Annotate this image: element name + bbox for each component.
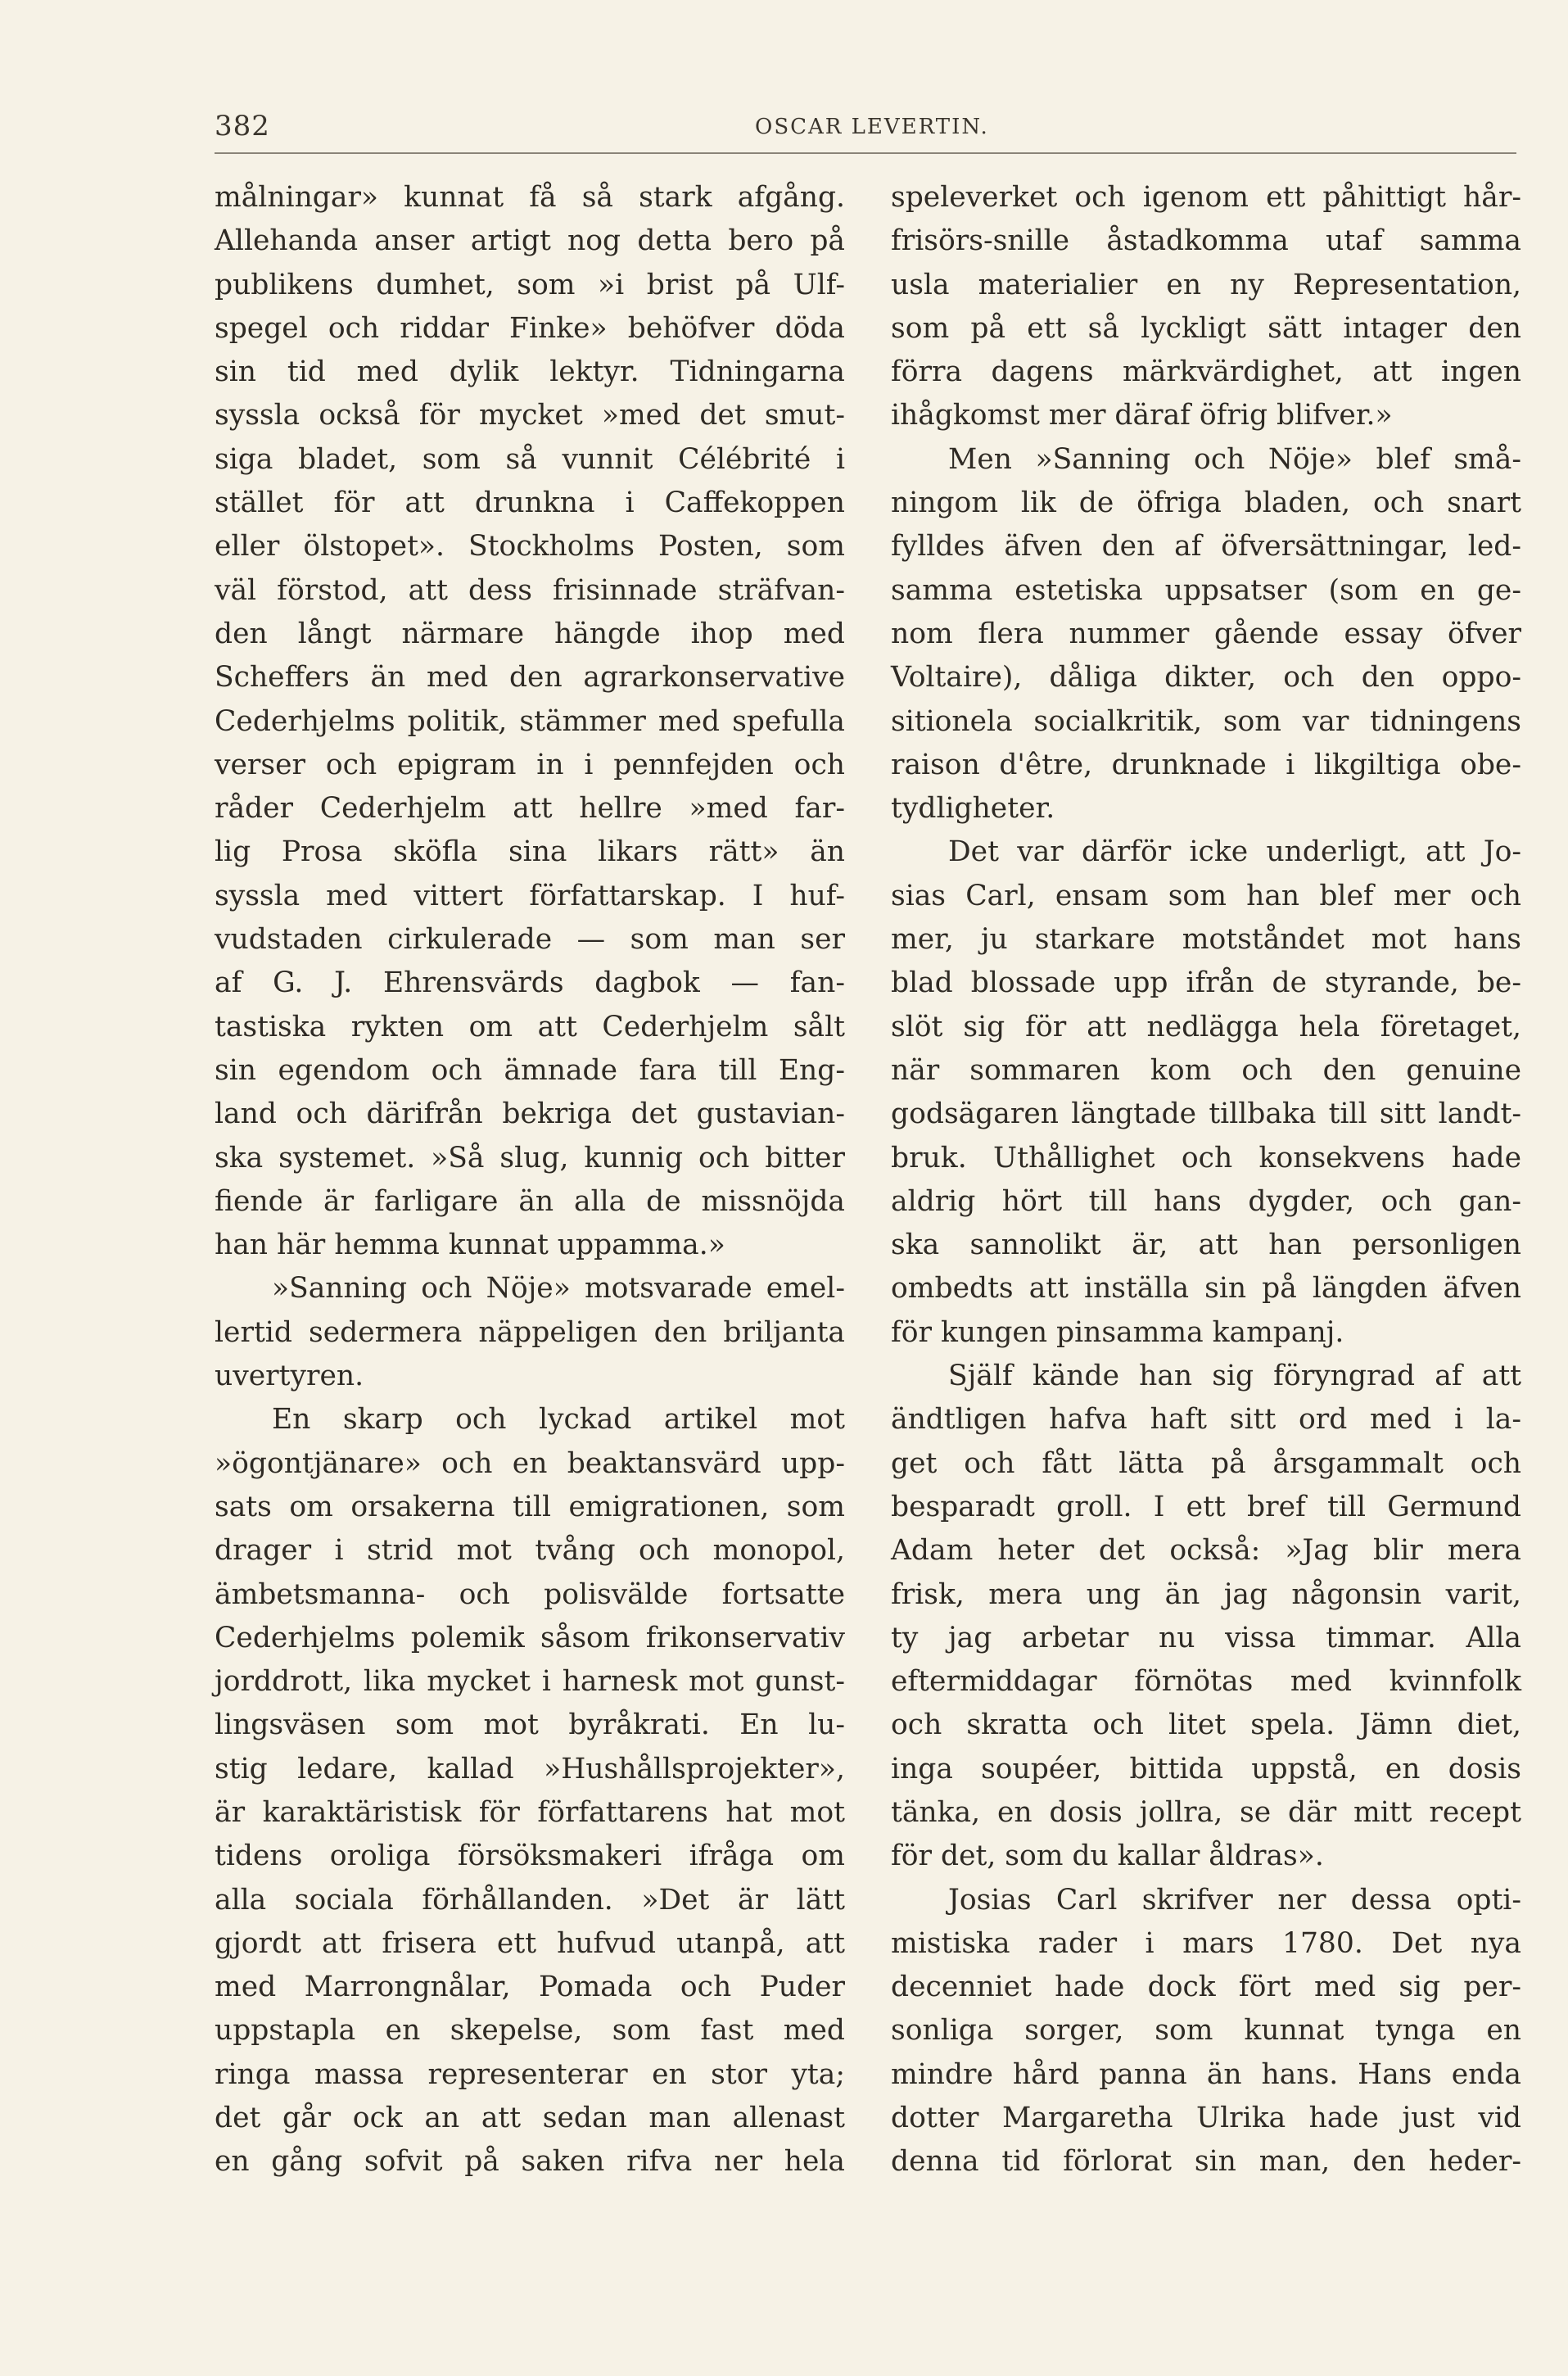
text-line: ningom lik de öfriga bladen, och snart [891,487,1521,520]
text-line: Men »Sanning och Nöje» blef små- [948,442,1521,476]
text-line: som på ett så lyckligt sätt intager den [891,311,1521,345]
text-line: stig ledare, kallad »Hushållsprojekter», [215,1752,845,1785]
text-line: Allehanda anser artigt nog detta bero på [215,224,845,258]
text-line: ty jag arbetar nu vissa timmar. Alla [891,1621,1521,1654]
text-line: han här hemma kunnat uppamma.» [215,1229,725,1262]
text-line: lertid sedermera näppeligen den briljanta [215,1315,845,1349]
text-line: ihågkomst mer däraf öfrig blifver.» [891,399,1393,432]
text-line: dotter Margaretha Ulrika hade just vid [891,2102,1521,2135]
text-line: eftermiddagar förnötas med kvinnfolk [891,1665,1521,1699]
text-line: när sommaren kom och den genuine [891,1053,1521,1087]
text-line: raison d'être, drunknade i likgiltiga obe- [891,748,1521,781]
text-line: med Marrongnålar, Pomada och Puder [215,1971,845,2004]
text-line: verser och epigram in i pennfejden och [215,748,845,781]
text-line: vudstaden cirkulerade — som man ser [215,923,845,957]
text-line: tydligheter. [891,792,1055,826]
text-line: målningar» kunnat få så stark afgång. [215,181,845,214]
text-line: blad blossade upp ifrån de styrande, be- [891,966,1521,1000]
text-line: syssla också för mycket »med det smut- [215,399,845,432]
text-line: och skratta och litet spela. Jämn diet, [891,1708,1521,1742]
right-column [891,176,1521,2184]
text-line: sin egendom och ämnade fara till Eng- [215,1053,845,1087]
text-line: mer, ju starkare motståndet mot hans [891,923,1521,957]
text-line: stället för att drunkna i Caffekoppen [215,487,845,520]
text-line: En skarp och lyckad artikel mot [272,1403,845,1437]
text-line: uppstapla en skepelse, som fast med [215,2014,845,2048]
text-line: Voltaire), dåliga dikter, och den oppo- [891,661,1521,695]
text-line: spegel och riddar Finke» behöfver döda [215,311,845,345]
text-line: syssla med vittert författarskap. I huf- [215,879,845,912]
text-line: bruk. Uthållighet och konsekvens hade [891,1141,1521,1174]
page-header [215,103,1516,144]
text-line: »ögontjänare» och en beaktansvärd upp- [215,1446,845,1480]
text-line: Josias Carl skrifver ner dessa opti- [948,1883,1521,1917]
text-line: sitionela socialkritik, som var tidningens [891,704,1521,738]
text-line: ringa massa representerar en stor yta; [215,2057,845,2091]
text-line: är karaktäristisk för författarens hat mot [215,1795,845,1829]
text-line: Själf kände han sig föryngrad af att [948,1360,1521,1393]
text-line: jorddrott, lika mycket i harnesk mot gunst- [215,1665,845,1699]
text-line: uvertyren. [215,1360,364,1393]
text-line: speleverket och igenom ett påhittigt hår- [891,181,1521,214]
text-line: nom flera nummer gående essay öfver [891,617,1521,650]
text-line: alla sociala förhållanden. »Det är lätt [215,1883,845,1917]
text-line: aldrig hört till hans dygder, och gan- [891,1184,1521,1218]
text-line: ombedts att inställa sin på längden äfven [891,1272,1521,1306]
text-line: siga bladet, som så vunnit Célébrité i [215,442,845,476]
text-line: för det, som du kallar åldras». [891,1840,1324,1873]
text-line: Scheffers än med den agrarkonservative [215,661,845,695]
text-line: godsägaren längtade tillbaka till sitt landt- [891,1097,1521,1131]
text-line: af G. J. Ehrensvärds dagbok — fan- [215,966,845,1000]
text-line: för kungen pinsamma kampanj. [891,1315,1344,1349]
text-line: sin tid med dylik lektyr. Tidningarna [215,355,845,389]
text-line: inga soupéer, bittida uppstå, en dosis [891,1752,1521,1785]
text-line: ändtligen hafva haft sitt ord med i la- [891,1403,1521,1437]
text-line: ämbetsmanna- och polisvälde fortsatte [215,1577,845,1611]
text-line: tänka, en dosis jollra, se där mitt recept [891,1795,1521,1829]
text-line: mindre hård panna än hans. Hans enda [891,2057,1521,2091]
text-line: förra dagens märkvärdighet, att ingen [891,355,1521,389]
text-line: drager i strid mot tvång och monopol, [215,1534,845,1568]
page-number: 382 [215,110,270,143]
text-line: sonliga sorger, som kunnat tynga en [891,2014,1521,2048]
text-line: mistiska rader i mars 1780. Det nya [891,1926,1521,1960]
text-line: samma estetiska uppsatser (som en ge- [891,573,1521,607]
text-line: sias Carl, ensam som han blef mer och [891,879,1521,912]
text-line: fylldes äfven den af öfversättningar, led- [891,530,1521,563]
text-line: decenniet hade dock fört med sig per- [891,1971,1521,2004]
text-line: den långt närmare hängde ihop med [215,617,845,650]
text-line: lig Prosa sköfla sina likars rätt» än [215,835,845,869]
text-line: frisörs-snille åstadkomma utaf samma [891,224,1521,258]
left-column [215,176,845,2184]
text-line: ska systemet. »Så slug, kunnig och bitter [215,1141,845,1174]
text-line: get och fått lätta på årsgammalt och [891,1446,1521,1480]
running-head: OSCAR LEVERTIN. [755,115,989,139]
text-line: Adam heter det också: »Jag blir mera [891,1534,1521,1568]
text-line: väl förstod, att dess frisinnade sträfvan- [215,573,845,607]
text-line: frisk, mera ung än jag någonsin varit, [891,1577,1521,1611]
text-line: det går ock an att sedan man allenast [215,2102,845,2135]
text-line: sats om orsakerna till emigrationen, som [215,1490,845,1523]
text-line: råder Cederhjelm att hellre »med far- [215,792,845,826]
text-line: eller ölstopet». Stockholms Posten, som [215,530,845,563]
text-line: Cederhjelms polemik såsom frikonservativ [215,1621,845,1654]
text-line: usla materialier en ny Representation, [891,268,1521,301]
text-line: lingsväsen som mot byråkrati. En lu- [215,1708,845,1742]
text-line: besparadt groll. I ett bref till Germund [891,1490,1521,1523]
text-line: land och därifrån bekriga det gustavian- [215,1097,845,1131]
text-line: gjordt att frisera ett hufvud utanpå, att [215,1926,845,1960]
text-line: tastiska rykten om att Cederhjelm sålt [215,1010,845,1043]
text-line: publikens dumhet, som »i brist på Ulf- [215,268,845,301]
text-line: tidens oroliga försöksmakeri ifråga om [215,1840,845,1873]
header-rule [215,152,1516,154]
text-line: Cederhjelms politik, stämmer med spefulla [215,704,845,738]
text-line: slöt sig för att nedlägga hela företaget, [891,1010,1521,1043]
text-line: fiende är farligare än alla de missnöjda [215,1184,845,1218]
text-line: Det var därför icke underligt, att Jo- [948,835,1521,869]
text-line: ska sannolikt är, att han personligen [891,1229,1521,1262]
text-line: en gång sofvit på saken rifva ner hela [215,2145,845,2179]
text-line: denna tid förlorat sin man, den heder- [891,2145,1521,2179]
text-line: »Sanning och Nöje» motsvarade emel- [272,1272,845,1306]
